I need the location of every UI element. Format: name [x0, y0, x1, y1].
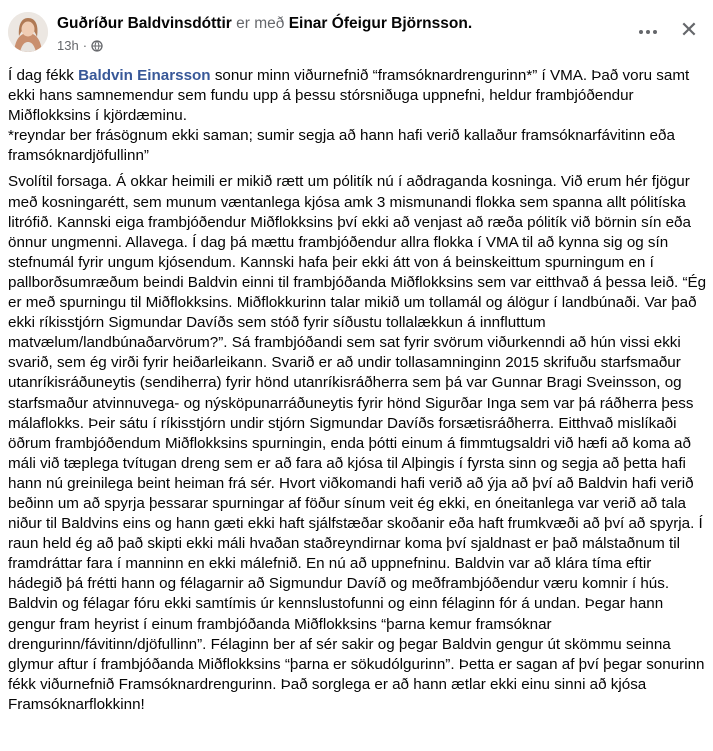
post-meta [57, 37, 103, 55]
post-body [8, 66, 708, 715]
author-line [57, 14, 472, 34]
post-time[interactable]: 13h [57, 38, 79, 53]
tagged-name[interactable]: Einar Ófeigur Björnsson [288, 15, 468, 32]
more-dots-icon[interactable] [636, 20, 660, 44]
dot [646, 30, 650, 34]
mention-link[interactable]: Baldvin Einarsson [78, 67, 211, 84]
dot [653, 30, 657, 34]
post-header [0, 0, 713, 64]
post-paragraph-1 [8, 66, 708, 126]
globe-icon [91, 40, 103, 52]
close-icon[interactable]: ✕ [679, 17, 699, 42]
tagged-suffix: . [467, 15, 473, 32]
author-name[interactable]: Guðríður Baldvinsdóttir [57, 15, 232, 32]
author-avatar[interactable] [8, 12, 48, 52]
meta-separator: · [82, 38, 88, 53]
avatar-image [8, 12, 48, 52]
p1-after: sonur minn viðurnefnið “framsóknardrengurinn*” í VMA. Það voru samt ekki hans samnemendur sem fundu upp á þessu stórsniðuga uppnefni, heldur frambjóðendur Miðflokksins í kjördæminu. [8, 67, 690, 125]
post-paragraph-2: Svolítil forsaga. Á okkar heimili er mikið rætt um pólitík nú í aðdraganda kosninga. Við erum hér fjögur með kosningarétt, sem munum væntanlega kjósa amk 3 mismunandi flokka sem spanna allt pólitíska litrófið. Kannski eiga frambjóðendur Miðflokksins því ekki að venjast að ræða pólitík við börnin sín eða önnur ungmenni. Allavega. Í dag þá mættu frambjóðendur allra flokka í VMA til að kynna sig og sín stefnumál fyrir ungum kjósendum. Kannski hafa þeir ekki átt von á beinskeittum spurningum en í pallborðsumræðum beindi Baldvin einni til frambjóðanda Miðflokksins sem var eitthvað á þessa leið. “Ég er með spurningu til Miðflokksins. Miðflokkurinn talar mikið um tollamál og álögur í landbúnaði. Var það ekki ríkisstjórn Sigmundar Davíðs sem stóð fyrir síðustu tollalækkun á innfluttum matvælum/landbúnaðarvörum?”. Sá frambjóðandi sem sat fyrir svörum viðurkenndi að hún vissi ekki svarið, sem ég virði fyrir heiðarleikann. Svarið er að undir tollasamninginn 2015 skrifuðu starfsmaður utanríkisráðuneytis (sendiherra) fyrir hönd utanríkisráðherra sem þá var Gunnar Bragi Sveinsson, og starfsmaður atvinnuvega- og nýsköpunarráðuneytis fyrir hönd Sigurðar Inga sem var þá ráðherra þess málaflokks. Þeir sátu í ríkisstjórn undir stjórn Sigmundar Davíðs forsætisráðherra. Eitthvað mislíkaði öðrum frambjóðendum Miðflokksins spurningin, enda þótti einum á fimmtugsaldri við hæfi að koma að máli við tæplega tvítugan dreng sem er að fara að kjósa til Alþingis í fyrsta sinn og segja að þetta hafi hann nú greinilega beint heiman frá sér. Hvort viðkomandi hafi verið að ýja að því að Baldvin hafi verið beðinn um að spyrja þessarar spurningar af föður sínum veit ég ekki, en óneitanlega var verið að tala niður til Baldvins eins og hann gæti ekki haft sjálfstæðar skoðanir eða haft frumkvæði að því að spyrja. Í raun held ég að það skipti ekki máli hvaðan staðreyndirnar koma því sjaldnast er það málstaðnum til framdráttar fara í manninn en ekki málefnið. En nú að uppnefninu. Baldvin var að klára tíma eftir hádegið þá frétti hann og félagarnir að Sigmundur Davíð og meðframbjóðendur væru komnir í hús. Baldvin og félagar fóru ekki samtímis úr kennslustofunni og einn félaginn fór á undan. Þegar hann gengur fram heyrist í einum frambjóðanda Miðflokksins “þarna kemur framsóknar drengurinn/fávitinn/djöfullinn”. Félaginn ber af sér sakir og þegar Baldvin gengur út skömmu seinna glymur aftur í frambjóðanda Miðflokksins “þarna er sökudólgurinn”. Þetta er sagan af því þegar sonurinn fékk viðurnefnið Framsóknardrengurinn. Það sorglega er að hann ætlar ekki einu sinni að kjósa Framsóknarflokkinn! [8, 173, 707, 713]
p1-before: Í dag fékk [8, 67, 79, 84]
with-text: er með [236, 15, 285, 32]
dot [639, 30, 643, 34]
post-footnote: *reyndar ber frásögnum ekki saman; sumir segja að hann hafi verið kallaður framsóknarfávitinn eða framsóknardjöfullinn” [8, 127, 675, 165]
